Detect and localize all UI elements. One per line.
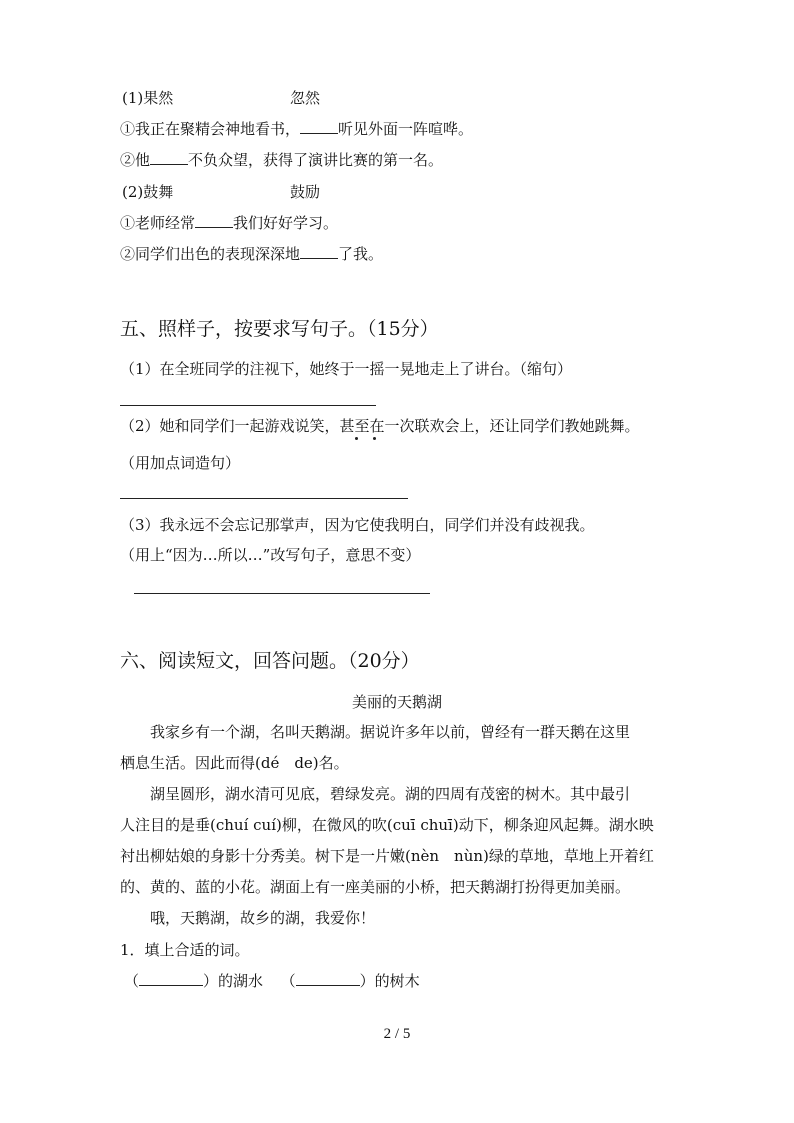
passage-p3: 哦，天鹅湖，故乡的湖，我爱你！	[150, 909, 376, 927]
answer-line-3[interactable]	[134, 593, 430, 594]
subquestion-1: 1．填上合适的词。	[120, 941, 250, 959]
q5-item-2: （2）她和同学们一起游戏说笑，甚至在一次联欢会上，还让同学们教她跳舞。	[120, 417, 640, 435]
passage-p2-line1: 湖呈圆形，湖水清可见底，碧绿发亮。湖的四周有茂密的树木。其中最引	[150, 785, 631, 803]
passage-p1-line2: 栖息生活。因此而得(dé de)名。	[120, 754, 349, 772]
fill-blank[interactable]	[300, 119, 338, 134]
emphasis-dot	[373, 437, 376, 440]
fill-blank[interactable]	[195, 213, 233, 228]
passage-p1-line1: 我家乡有一个湖，名叫天鹅湖。据说许多年以前，曾经有一群天鹅在这里	[150, 723, 631, 741]
passage-p2-line3: 衬出柳姑娘的身影十分秀美。树下是一片嫩(nèn nùn)绿的草地，草地上开着红	[120, 847, 654, 865]
passage-p2-line2: 人注目的是垂(chuí cuí)柳，在微风的吹(cuī chuī)动下，柳条迎风起舞。湖水映	[120, 816, 654, 834]
fill-blank[interactable]	[300, 244, 338, 259]
q5-item-2-note: （用加点词造句）	[120, 454, 241, 472]
sentence-g2-2: ②同学们出色的表现深深地 了我。	[120, 245, 384, 263]
section-6-heading: 六、阅读短文，回答问题。（20分）	[120, 650, 420, 672]
q5-item-1: （1）在全班同学的注视下，她终于一摇一晃地走上了讲台。（缩句）	[120, 360, 573, 378]
passage-p2-line4: 的、黄的、蓝的小花。湖面上有一座美丽的小桥，把天鹅湖打扮得更加美丽。	[120, 878, 631, 896]
fill-blank[interactable]	[139, 971, 203, 986]
q5-item-3: （3）我永远不会忘记那掌声，因为它使我明白，同学们并没有歧视我。	[120, 516, 595, 534]
sentence-g1-1: ①我正在聚精会神地看书， 听见外面一阵喧哗。	[120, 120, 474, 138]
q5-item-3-note: （用上“因为…所以…”改写句子，意思不变）	[120, 546, 421, 564]
passage-title: 美丽的天鹅湖	[351, 693, 442, 711]
page-number: 2 / 5	[383, 1026, 411, 1042]
word-option-guli: 鼓励	[290, 183, 321, 201]
sentence-g2-1: ①老师经常 我们好好学习。	[120, 214, 339, 232]
fill-blank[interactable]	[296, 971, 360, 986]
fill-blank[interactable]	[150, 150, 188, 165]
fill-row: （ ）的湖水 （ ）的树木	[124, 972, 420, 990]
section-5-heading: 五、照样子，按要求写句子。（15分）	[120, 318, 439, 340]
emphasis-dot	[355, 437, 358, 440]
word-option-guoran: (1)果然	[122, 89, 174, 107]
word-option-guwu: (2)鼓舞	[122, 183, 174, 201]
sentence-g1-2: ②他 不负众望，获得了演讲比赛的第一名。	[120, 151, 444, 169]
word-group-1	[122, 88, 173, 108]
word-option-huran: 忽然	[290, 89, 321, 107]
answer-line-2[interactable]	[120, 498, 408, 499]
answer-line-1[interactable]	[120, 405, 376, 406]
